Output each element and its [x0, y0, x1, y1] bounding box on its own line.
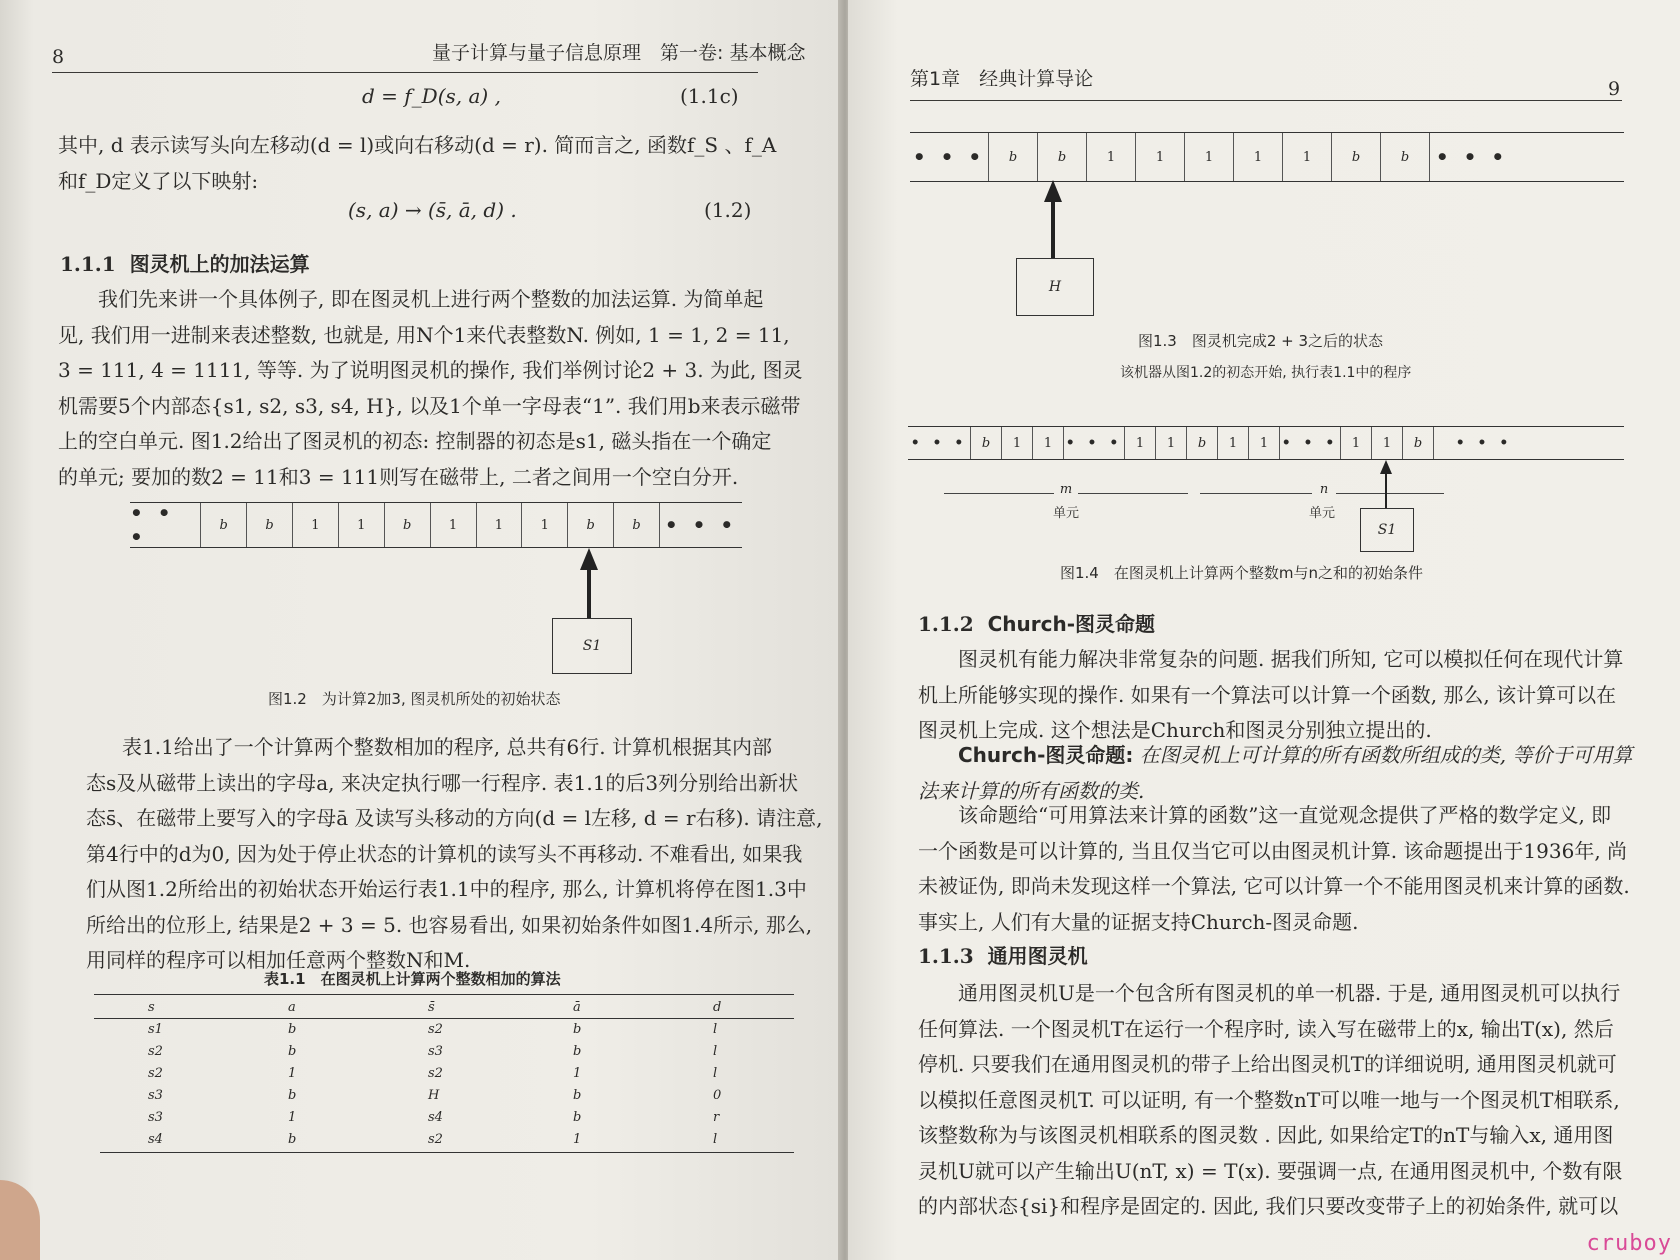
- table-cell: 1: [573, 1065, 582, 1081]
- section-title: Church-图灵命题: [987, 612, 1156, 636]
- section-heading-1-1-3: [918, 940, 1088, 969]
- text-line: 第4行中的d为0, 因为处于停止状态的计算机的读写头不再移动. 不难看出, 如果我: [86, 841, 803, 866]
- tape-cell: 1: [1341, 427, 1372, 459]
- tape-cell: 1: [1136, 133, 1185, 181]
- figure-1-3-head-box: [1016, 258, 1094, 316]
- thesis-label: Church-图灵命题:: [958, 743, 1134, 767]
- tape-cell: 1: [1156, 427, 1187, 459]
- paragraph-program-explanation: [86, 730, 823, 979]
- table-cell: s2: [148, 1043, 163, 1059]
- paragraph-thesis-discussion: [918, 798, 1630, 940]
- m-unit-label: 单元: [1052, 506, 1079, 521]
- table-row: [148, 1062, 768, 1084]
- tape-cell: • • •: [1064, 427, 1125, 459]
- paragraph-universal-turing: [918, 976, 1624, 1225]
- table-cell: 1: [288, 1065, 297, 1081]
- tape-cell: 1: [1087, 133, 1136, 181]
- text-line: 用同样的程序可以相加任意两个整数N和M.: [86, 948, 471, 972]
- table-cell: b: [573, 1109, 582, 1125]
- tape-cell: 1: [293, 503, 339, 547]
- tape-cell: b: [1187, 427, 1218, 459]
- figure-1-3-head-arrowhead: [1044, 180, 1062, 202]
- tape-cell: b: [989, 133, 1038, 181]
- tape-cell: 1: [1234, 133, 1283, 181]
- n-span-right-arrow: [1336, 493, 1444, 494]
- text-line: 该整数称为与该图灵机相联系的图灵数 . 因此, 如果给定T的nT与输入x, 通用图: [918, 1123, 1614, 1147]
- head-label: S1: [582, 638, 602, 654]
- table-cell: b: [573, 1087, 582, 1103]
- figure-1-4-head-box: [1360, 508, 1414, 552]
- table-header: a: [288, 999, 296, 1015]
- figure-1-2-head-box: [552, 618, 632, 674]
- tape-cell: 1: [1033, 427, 1064, 459]
- figure-1-2-head-arrowhead: [580, 548, 598, 570]
- table-cell: b: [573, 1021, 582, 1037]
- section-heading-1-1-1: [60, 248, 310, 277]
- tape-cell: 1: [431, 503, 477, 547]
- table-cell: s1: [148, 1021, 163, 1037]
- table-bottom-rule: [100, 1152, 794, 1153]
- tape-cell: 1: [522, 503, 568, 547]
- right-page: [848, 0, 1680, 1260]
- table-top-rule: [94, 994, 794, 995]
- table-row: [148, 1106, 768, 1128]
- table-header: d: [713, 999, 722, 1015]
- tape-cell: b: [201, 503, 247, 547]
- text-line: 该命题给“可用算法来计算的函数”这一直觉观念提供了严格的数学定义, 即: [958, 803, 1612, 827]
- table-cell: b: [288, 1021, 297, 1037]
- tape-cell: • • •: [910, 133, 989, 181]
- tape-cell: b: [247, 503, 293, 547]
- figure-1-3-caption: 图1.3 图灵机完成2 + 3之后的状态: [1138, 332, 1384, 350]
- table-cell: s2: [148, 1065, 163, 1081]
- table-header-rule: [94, 1018, 794, 1019]
- right-running-head: 第1章 经典计算导论: [910, 68, 1094, 90]
- left-header-rule: [52, 72, 758, 73]
- tape-cell: 1: [1218, 427, 1249, 459]
- text-line: 灵机U就可以产生输出U(nT, x) = T(x). 要强调一点, 在通用图灵机中, 个数有限: [918, 1158, 1623, 1183]
- tape-cell: 1: [1125, 427, 1156, 459]
- thumb-finger: [0, 1180, 40, 1260]
- tape-cell: 1: [1002, 427, 1033, 459]
- text-line: 未被证伪, 即尚未发现这样一个算法, 它可以计算一个不能用图灵机来计算的函数.: [918, 874, 1630, 898]
- n-label: n: [1319, 482, 1329, 497]
- table-cell: s3: [428, 1043, 443, 1059]
- table-row: [148, 1018, 768, 1040]
- text-line: 所给出的位形上, 结果是2 + 3 = 5. 也容易看出, 如果初始条件如图1.4所示, 那么,: [86, 912, 813, 937]
- equation-1-2: (s, a) → (s̄, ā, d) .: [348, 198, 517, 222]
- section-heading-1-1-2: [918, 608, 1155, 637]
- paragraph-addition-example: [58, 282, 803, 495]
- table-1-1-caption: 表1.1 在图灵机上计算两个整数相加的算法: [264, 970, 561, 988]
- text-line: 图灵机有能力解决非常复杂的问题. 据我们所知, 它可以模拟任何在现代计算: [958, 647, 1624, 671]
- section-title: 图灵机上的加法运算: [129, 252, 310, 276]
- table-cell: 0: [713, 1087, 722, 1103]
- table-cell: 1: [288, 1109, 297, 1125]
- tape-cell: 1: [1372, 427, 1403, 459]
- table-cell: b: [288, 1043, 297, 1059]
- tape-cell: b: [1038, 133, 1087, 181]
- tape-cell: • • •: [1455, 435, 1513, 451]
- figure-1-4-caption: 图1.4 在图灵机上计算两个整数m与n之和的初始条件: [1060, 564, 1423, 582]
- figure-1-4-head-arrowhead: [1380, 460, 1392, 474]
- text-line: 态s̄、在磁带上要写入的字母ā 及读写头移动的方向(d = l左移, d = r右移). 请注意,: [86, 806, 823, 830]
- text-line: 上的空白单元. 图1.2给出了图灵机的初态: 控制器的初态是s1, 磁头指在一个确定: [58, 429, 772, 453]
- thesis-text: 在图灵机上可计算的所有函数所组成的类, 等价于可用算: [1139, 743, 1633, 767]
- tape-cell: • • •: [1435, 145, 1509, 169]
- text-line: 机需要5个内部态{s1, s2, s3, s4, H}, 以及1个单一字母表“1”. 我们用b来表示磁带: [58, 393, 801, 418]
- m-label: m: [1059, 482, 1073, 497]
- table-cell: s4: [428, 1109, 443, 1125]
- table-cell: s2: [428, 1131, 443, 1147]
- table-header: s: [148, 999, 155, 1015]
- tape-cell: b: [1381, 133, 1430, 181]
- tape-cell: 1: [1185, 133, 1234, 181]
- text-line: 以模拟任意图灵机T. 可以证明, 有一个整数nT可以唯一地与一个图灵机T相联系,: [918, 1087, 1620, 1112]
- text-line: 表1.1给出了一个计算两个整数相加的程序, 总共有6行. 计算机根据其内部: [122, 735, 772, 759]
- table-row: [148, 1040, 768, 1062]
- equation-1-2-number: (1.2): [704, 198, 752, 222]
- tape-cell: b: [1332, 133, 1381, 181]
- right-header-rule: [910, 100, 1622, 101]
- paragraph-turing-power: [918, 642, 1624, 749]
- section-number: 1.1.3: [918, 944, 974, 968]
- text-line: 见, 我们用一进制来表述整数, 也就是, 用N个1来代表整数N. 例如, 1 = 1, 2 = 11,: [58, 322, 790, 347]
- paragraph-mapping-intro: [58, 128, 777, 199]
- m-span-left-arrow: [944, 493, 1054, 494]
- figure-1-3-tape: [910, 132, 1624, 182]
- text-line: [918, 738, 1633, 774]
- m-span-right-arrow: [1078, 493, 1188, 494]
- tape-cell: b: [1403, 427, 1434, 459]
- text-line: 和f_D定义了以下映射:: [58, 168, 259, 193]
- text-line: 图灵机上完成. 这个想法是Church和图灵分别独立提出的.: [918, 718, 1432, 742]
- text-line: 任何算法. 一个图灵机T在运行一个程序时, 读入写在磁带上的x, 输出T(x), 然后: [918, 1016, 1614, 1041]
- section-title: 通用图灵机: [987, 944, 1088, 968]
- table-cell: b: [288, 1131, 297, 1147]
- text-line: 法来计算的所有函数的类.: [918, 778, 1145, 803]
- table-cell: b: [288, 1087, 297, 1103]
- equation-1-1c-number: (1.1c): [680, 84, 739, 108]
- section-number: 1.1.2: [918, 612, 974, 636]
- watermark: cruboy: [1586, 1231, 1672, 1256]
- head-label: S1: [1377, 522, 1397, 538]
- table-header: ā: [573, 999, 581, 1015]
- table-cell: l: [713, 1043, 718, 1059]
- n-unit-label: 单元: [1308, 506, 1335, 521]
- table-header: s̄: [428, 999, 435, 1015]
- table-row: [148, 1084, 768, 1106]
- n-span-left-arrow: [1200, 493, 1312, 494]
- table-cell: H: [428, 1087, 440, 1103]
- tape-cell: 1: [1249, 427, 1280, 459]
- left-page-number: 8: [52, 46, 65, 68]
- tape-cell: • • •: [1280, 427, 1341, 459]
- figure-1-4-head-arrow: [1385, 474, 1387, 508]
- equation-1-1c: d = f_D(s, a) ,: [362, 84, 501, 108]
- tape-cell: b: [614, 503, 660, 547]
- text-line: 的内部状态{si}和程序是固定的. 因此, 我们只要改变带子上的初始条件, 就可以: [918, 1194, 1619, 1218]
- table-cell: s2: [428, 1021, 443, 1037]
- text-line: 一个函数是可以计算的, 当且仅当它可以由图灵机计算. 该命题提出于1936年, 尚: [918, 838, 1628, 863]
- tape-cell: 1: [1283, 133, 1332, 181]
- figure-1-3-subcaption: 该机器从图1.2的初态开始, 执行表1.1中的程序: [1120, 365, 1412, 381]
- tape-cell: b: [971, 427, 1002, 459]
- table-cell: s3: [148, 1087, 163, 1103]
- table-cell: s3: [148, 1109, 163, 1125]
- figure-1-3-head-arrow: [1051, 200, 1055, 258]
- text-line: 事实上, 人们有大量的证据支持Church-图灵命题.: [918, 909, 1359, 934]
- tape-cell: • • •: [908, 427, 971, 459]
- table-cell: s4: [148, 1131, 163, 1147]
- text-line: 们从图1.2所给出的初始状态开始运行表1.1中的程序, 那么, 计算机将停在图1.3中: [86, 877, 807, 901]
- table-1-1: [148, 996, 768, 1150]
- table-cell: s2: [428, 1065, 443, 1081]
- text-line: 其中, d 表示读写头向左移动(d = l)或向右移动(d = r). 简而言之, 函数f_S 、f_A: [58, 133, 777, 157]
- right-page-number: 9: [1608, 78, 1621, 100]
- table-cell: l: [713, 1021, 718, 1037]
- text-line: 态s及从磁带上读出的字母a, 来决定执行哪一行程序. 表1.1的后3列分别给出新状: [86, 770, 799, 795]
- tape-cell: • • •: [664, 513, 738, 537]
- section-number: 1.1.1: [60, 252, 116, 276]
- figure-1-2-caption: 图1.2 为计算2加3, 图灵机所处的初始状态: [268, 690, 561, 708]
- table-header-row: [148, 996, 768, 1018]
- table-row: [148, 1128, 768, 1150]
- text-line: 3 = 111, 4 = 1111, 等等. 为了说明图灵机的操作, 我们举例讨论2 + 3. 为此, 图灵: [58, 358, 803, 382]
- table-cell: b: [573, 1043, 582, 1059]
- figure-1-2-head-arrow: [587, 568, 591, 618]
- table-cell: l: [713, 1065, 718, 1081]
- table-cell: l: [713, 1131, 718, 1147]
- tape-cell: 1: [339, 503, 385, 547]
- tape-cell: b: [385, 503, 431, 547]
- figure-1-2-tape: [130, 502, 742, 548]
- table-cell: 1: [573, 1131, 582, 1147]
- figure-1-4-tape: [908, 426, 1624, 460]
- text-line: 的单元; 要加的数2 = 11和3 = 111则写在磁带上, 二者之间用一个空白分开.: [58, 464, 739, 489]
- text-line: 我们先来讲一个具体例子, 即在图灵机上进行两个整数的加法运算. 为简单起: [98, 287, 764, 311]
- text-line: 机上所能够实现的操作. 如果有一个算法可以计算一个函数, 那么, 该计算可以在: [918, 682, 1617, 707]
- table-cell: r: [713, 1109, 720, 1125]
- text-line: 通用图灵机U是一个包含所有图灵机的单一机器. 于是, 通用图灵机可以执行: [958, 981, 1621, 1005]
- tape-cell: 1: [477, 503, 523, 547]
- tape-cell: • • •: [130, 503, 201, 547]
- head-label: H: [1048, 279, 1062, 295]
- tape-cell: b: [568, 503, 614, 547]
- text-line: 停机. 只要我们在通用图灵机的带子上给出图灵机T的详细说明, 通用图灵机就可: [918, 1052, 1617, 1076]
- left-running-head: 量子计算与量子信息原理 第一卷: 基本概念: [432, 42, 806, 64]
